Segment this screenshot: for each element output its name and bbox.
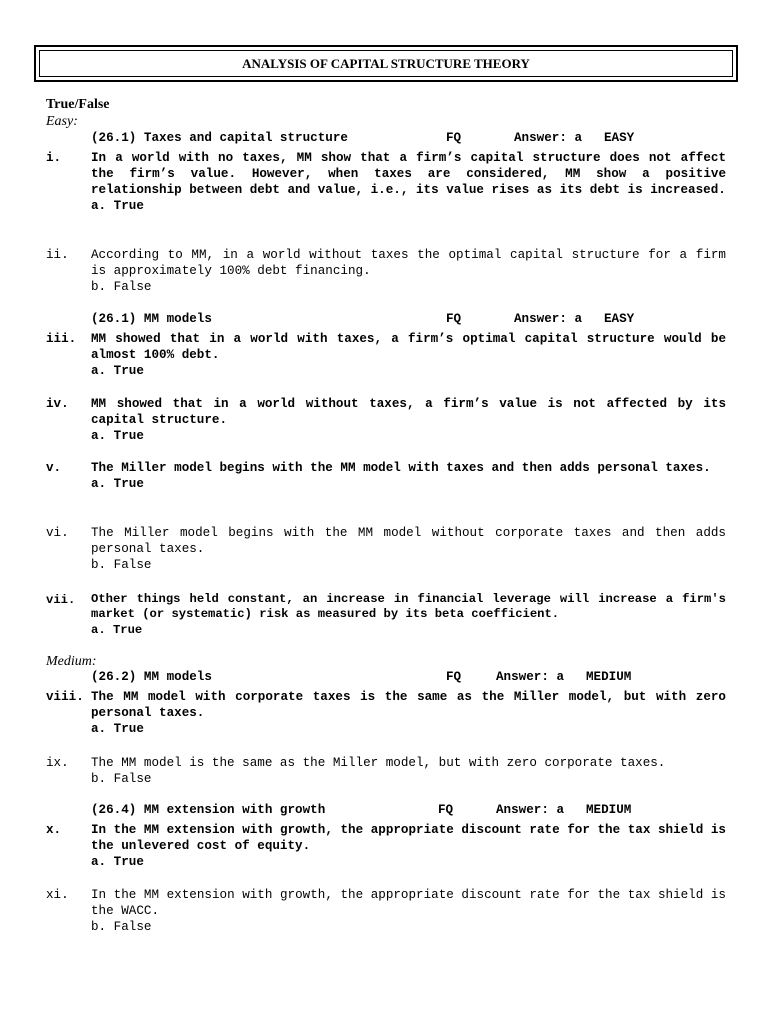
header-topic: (26.1) Taxes and capital structure <box>91 131 348 145</box>
question-text: In a world with no taxes, MM show that a firm’s capital structure does not affect the firm’s value. However, when taxes are considered, MM show a positive relationship between debt and value, i.e., its value rises as its debt is increased. <box>91 151 726 197</box>
header-topic: (26.2) MM models <box>91 670 212 684</box>
question-answer: b. False <box>91 558 152 572</box>
question-answer: a. True <box>91 199 144 213</box>
header-difficulty: MEDIUM <box>586 670 632 684</box>
question-header <box>91 669 731 685</box>
question-text: The MM model is the same as the Miller model, but with zero corporate taxes. <box>91 756 666 770</box>
question-number: ix. <box>46 756 69 770</box>
question-number: viii. <box>46 690 84 704</box>
question-item <box>46 331 726 379</box>
question-answer: a. True <box>91 623 143 637</box>
header-type: FQ <box>438 803 454 817</box>
question-answer: b. False <box>91 772 152 786</box>
question-item <box>46 150 726 214</box>
question-answer: a. True <box>91 429 144 443</box>
question-answer: a. True <box>91 364 144 378</box>
question-text: The Miller model begins with the MM model with taxes and then adds personal taxes. <box>91 461 711 475</box>
question-item <box>46 247 726 295</box>
question-answer: b. False <box>91 920 152 934</box>
question-item <box>46 887 726 935</box>
header-answer: Answer: a <box>514 312 583 326</box>
question-text: The Miller model begins with the MM model without corporate taxes and then adds personal taxes. <box>91 526 726 556</box>
question-text: Other things held constant, an increase in financial leverage will increase a firm's market (or systematic) risk as measured by its beta coefficient. <box>91 592 726 621</box>
question-number: x. <box>46 823 62 837</box>
question-item <box>46 460 726 492</box>
header-type: FQ <box>446 670 462 684</box>
header-answer: Answer: a <box>496 803 565 817</box>
question-number: iv. <box>46 397 69 411</box>
medium-label: Medium: <box>46 654 97 669</box>
question-item <box>46 592 726 638</box>
header-topic: (26.1) MM models <box>91 312 212 326</box>
question-header <box>91 130 731 146</box>
question-text: In the MM extension with growth, the appropriate discount rate for the tax shield is the WACC. <box>91 888 726 918</box>
header-difficulty: MEDIUM <box>586 803 632 817</box>
question-text: MM showed that in a world with taxes, a firm’s optimal capital structure would be almost 100% debt. <box>91 332 726 362</box>
document-title: ANALYSIS OF CAPITAL STRUCTURE THEORY <box>39 50 733 77</box>
header-answer: Answer: a <box>514 131 583 145</box>
header-type: FQ <box>446 131 462 145</box>
question-item <box>46 822 726 870</box>
question-answer: a. True <box>91 722 144 736</box>
section-label: True/False <box>46 97 110 112</box>
question-number: ii. <box>46 248 69 262</box>
question-item <box>46 755 726 787</box>
header-difficulty: EASY <box>604 131 635 145</box>
question-number: iii. <box>46 332 77 346</box>
question-number: vi. <box>46 526 69 540</box>
header-type: FQ <box>446 312 462 326</box>
question-answer: a. True <box>91 855 144 869</box>
question-number: vii. <box>46 593 76 607</box>
question-number: xi. <box>46 888 69 902</box>
header-topic: (26.4) MM extension with growth <box>91 803 326 817</box>
header-difficulty: EASY <box>604 312 635 326</box>
easy-label: Easy: <box>46 114 78 129</box>
question-text: In the MM extension with growth, the appropriate discount rate for the tax shield is the unlevered cost of equity. <box>91 823 726 853</box>
question-text: According to MM, in a world without taxes the optimal capital structure for a firm is approximately 100% debt financing. <box>91 248 726 278</box>
question-answer: b. False <box>91 280 152 294</box>
title-box <box>34 45 738 82</box>
question-header <box>91 311 731 327</box>
question-item <box>46 525 726 573</box>
header-answer: Answer: a <box>496 670 565 684</box>
question-text: The MM model with corporate taxes is the same as the Miller model, but with zero personal taxes. <box>91 690 726 720</box>
question-answer: a. True <box>91 477 144 491</box>
question-header <box>91 802 731 818</box>
question-number: i. <box>46 151 62 165</box>
question-item <box>46 396 726 444</box>
question-item <box>46 689 726 737</box>
question-number: v. <box>46 461 62 475</box>
question-text: MM showed that in a world without taxes, a firm’s value is not affected by its capital structure. <box>91 397 726 427</box>
